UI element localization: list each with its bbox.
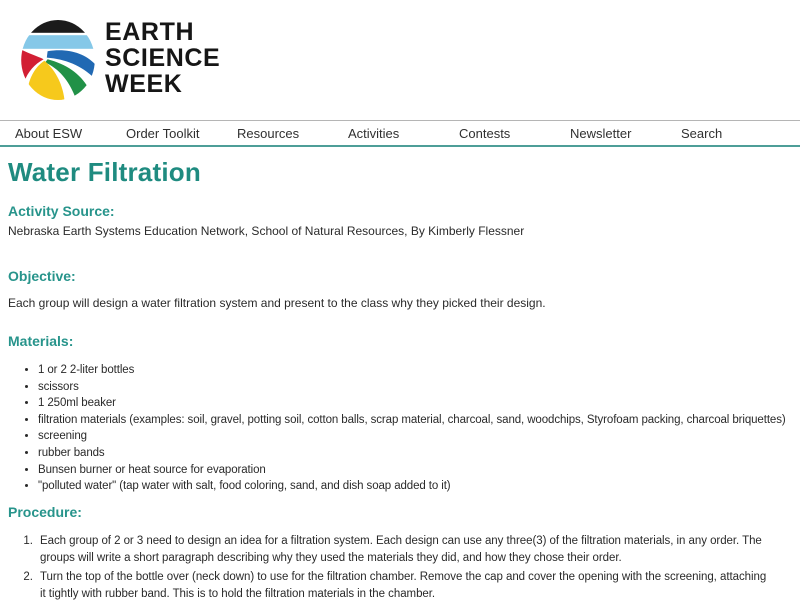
nav-item-resources[interactable]: Resources	[237, 125, 300, 141]
list-item: • Bunsen burner or heat source for evaporation	[38, 462, 792, 479]
list-item: • 1 or 2 2-liter bottles	[38, 362, 792, 379]
main-nav	[0, 120, 800, 147]
wordmark-line: SCIENCE	[105, 44, 221, 72]
nav-item-search[interactable]: Search	[681, 125, 723, 141]
list-item: • scissors	[38, 379, 792, 396]
list-item: • filtration materials (examples: soil, gravel, potting soil, cotton balls, scrap material, charcoal, sand, woodchips, Styrofoam packing, charcoal briquettes)	[38, 412, 792, 429]
site-header	[0, 0, 800, 120]
objective-heading: Objective:	[8, 268, 76, 284]
materials-list	[8, 362, 792, 495]
site-logo[interactable]	[18, 16, 220, 104]
nav-item-contests[interactable]: Contests	[459, 125, 511, 141]
activity-source-heading: Activity Source:	[8, 203, 115, 219]
list-item: • rubber bands	[38, 445, 792, 462]
list-item: • screening	[38, 428, 792, 445]
nav-item-about-esw[interactable]: About ESW	[15, 125, 83, 141]
wordmark-line: WEEK	[105, 70, 183, 98]
page-content	[0, 158, 800, 604]
list-item: 2. Turn the top of the bottle over (neck down) to use for the filtration chamber. Remove the cap and cover the opening with the screening, attaching it tightly with rubber band. This is to hold the filtration materials in the chamber.	[36, 569, 774, 604]
activity-source-text: Nebraska Earth Systems Education Network, School of Natural Resources, By Kimberly Flessner	[8, 224, 525, 238]
procedure-list	[8, 533, 774, 604]
list-item: • "polluted water" (tap water with salt, food coloring, sand, and dish soap added to it)	[38, 478, 792, 495]
nav-item-activities[interactable]: Activities	[348, 125, 400, 141]
list-item: 1. Each group of 2 or 3 need to design an idea for a filtration system. Each design can use any three(3) of the filtration materials, in any order. The groups will write a short paragraph describing why they used the materials they did, and how they chose their order.	[36, 533, 774, 568]
nav-item-order-toolkit[interactable]: Order Toolkit	[126, 125, 200, 141]
procedure-heading: Procedure:	[8, 503, 82, 520]
materials-heading: Materials:	[8, 333, 74, 349]
site-wordmark	[105, 16, 220, 97]
list-item: • 1 250ml beaker	[38, 395, 792, 412]
wordmark-line: EARTH	[105, 18, 195, 46]
page-title: Water Filtration	[8, 157, 201, 187]
objective-text: Each group will design a water filtration system and present to the class why they picked their design.	[8, 296, 546, 310]
nav-item-newsletter[interactable]: Newsletter	[570, 125, 632, 141]
globe-icon	[18, 16, 98, 104]
